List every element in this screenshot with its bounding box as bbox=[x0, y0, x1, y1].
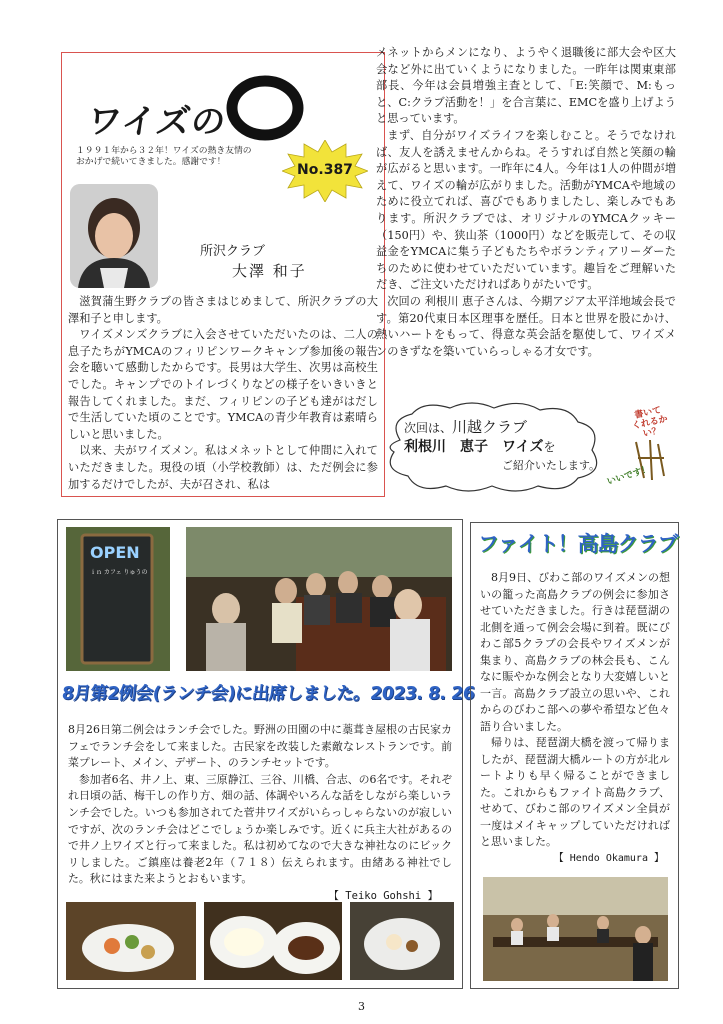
lunch-byline: 【 Teiko Gohshi 】 bbox=[328, 889, 438, 902]
food-photo-main bbox=[204, 902, 342, 980]
food-photo-dessert bbox=[350, 902, 454, 980]
ensou-circle-icon bbox=[222, 72, 308, 144]
tagline-line-1: １９９１年から３２年！ワイズの熱き友情の bbox=[76, 146, 252, 156]
next-person-name: 利根川 恵子 ワイズ bbox=[404, 439, 544, 455]
takashima-headline: ファイト！高島クラブ bbox=[478, 532, 678, 556]
masthead-tagline bbox=[76, 146, 286, 168]
page-number: 3 bbox=[358, 1000, 365, 1013]
article-left-paragraph: 以来、夫がワイズメン。私はメネットとして仲間に入れていただきました。現役の頃（小学校教師）は、ただ例会に参加するだけでしたが、夫が召され、私は bbox=[68, 444, 378, 491]
lunch-group-photo bbox=[186, 527, 452, 671]
takashima-article-body bbox=[480, 570, 670, 867]
lunch-paragraph: 8月26日第二例会はランチ会でした。野洲の田園の中に藁葺き屋根の古民家カフェでランチ会をして来ました。古民家を改装した素敵なレストランです。前菜プレート、メイン、デザート、のランチセットです。 bbox=[68, 723, 452, 770]
article-right-paragraph: メネットからメンになり、ようやく退職後に部大会や区大会など外に出ていくようになりました。一昨年は関東東部部長、今年は会員増強主査として、「E:笑顔で、M:もっと、C:クラブ活動を！」を合言葉に、EMCを盛り上げようと思っています。 bbox=[376, 46, 676, 126]
next-issue-bubble bbox=[380, 400, 680, 500]
next-suffix: を bbox=[543, 440, 556, 454]
takashima-byline: 【 Hendo Okamura 】 bbox=[553, 852, 664, 864]
article-left-paragraph: ワイズメンズクラブに入会させていただいたのは、二人の息子たちがYMCAのフィリピンワークキャンプ参加後の報告会を聴いて感動したからです。長男は大学生、次男は高校生でした。キャンプでのトイレづくりなどの様子をいきいきと報告してくれました。まだ、フィリピンの子ども達がはだしで生活していた頃のことです。YMCAの青少年教育は素晴らしいと思いました。 bbox=[68, 328, 378, 441]
next-line-3: ご紹介いたします。 bbox=[501, 459, 600, 472]
article-right-body bbox=[376, 45, 676, 360]
cafe-sign-text: OPEN bbox=[90, 543, 140, 562]
tagline-line-2: おかげで続いてきました。感謝です！ bbox=[76, 157, 226, 167]
next-prefix: 次回は、 bbox=[404, 421, 453, 435]
profile-name: 大澤 和子 bbox=[232, 262, 307, 280]
lunch-paragraph: 参加者6名、井ノ上、東、三原静江、三谷、川橋、合志、の6名です。それぞれ日頃の話、梅干しの作り方、畑の話、体調やいろんな話をしながら楽しいランチ会でした。いつも参加されてた菅井ワイズがいらっしゃらないのが寂しいですが、次のランチ会はどこでしょうか楽しみです。近くに兵主大社があるので井ノ上ワイズと行って来ました。私は初めてなので大きな神社なのにビックリしました。ご鎮座は養老2年（７１８）伝えられます。由緒ある神社でした。秋にはまた来ようとおもいます。 bbox=[68, 772, 452, 886]
takashima-paragraph: 8月9日、びわこ部のワイズメンの想いの籠った高島クラブの例会に参加させていただきました。行きは琵琶湖の北側を通って例会会場に到着。既にびわこ部5クラブの会長やワイズメンが集まり、高島クラブの林会長も、こんなに賑やかな例会となり大変嬉しいと一言。高島クラブ設立の思いや、これからのびわこ部への夢や希望など色々語り合いました。 bbox=[480, 571, 670, 733]
doodle-bottom: いいです！ bbox=[606, 464, 652, 488]
article-right-paragraph: 次回の 利根川 恵子さんは、今期アジア太平洋地域会長です。第20代東日本区理事を歴任。日本と世界を股にかけ、熱いハートをもって、得意な英会話を駆使して、ワイズメンのきずなを築いていらっしゃる才女です。 bbox=[376, 294, 676, 358]
masthead-logo bbox=[84, 72, 308, 152]
cafe-sign-sub: ｉｎ カフェ りゅうの bbox=[90, 569, 148, 576]
article-left-paragraph: 滋賀蒲生野クラブの皆さまはじめまして、所沢クラブの大澤和子と申します。 bbox=[68, 295, 378, 325]
cafe-sign-photo bbox=[66, 527, 170, 671]
article-right-paragraph: まず、自分がワイズライフを楽しむこと。そうでなければ、友人を誘えませんからね。そうすれば自然と笑顔の輪が広がると思います。一昨年に4人。今年は1人の仲間が増えて、ワイズの輪が広がりました。活動がYMCAや地域のために役立てれば、喜びでもありましたし、楽しみでもあります。所沢クラブでは、オリジナルのYMCAクッキー（150円）や、狭山茶（1000円）などを販売して、その収益金をYMCAに集う子どもたちやボランティアリーダーたちのために使わせていただいています。趣旨をご理解いただき、ご注文いただければありがたいです。 bbox=[376, 128, 676, 292]
next-club: 川越クラブ bbox=[452, 418, 528, 436]
portrait-photo bbox=[70, 184, 158, 288]
takashima-paragraph: 帰りは、琵琶湖大橋を渡って帰りましたが、琵琶湖大橋ルートの方が北ルートよりも早く帰ることができました。これからもファイト高島クラブ、せめて、びわこ部のワイズメン全員が一度はメイキャップしていただければと思いました。 bbox=[480, 736, 670, 848]
next-line-2 bbox=[404, 438, 614, 457]
logo-text: ワイズの bbox=[84, 102, 229, 142]
issue-number: No.387 bbox=[297, 162, 353, 178]
food-photo-appetizer bbox=[66, 902, 196, 980]
lunch-headline: 8月第2例会(ランチ会)に出席しました。2023. 8. 26 bbox=[60, 684, 476, 704]
article-left-body bbox=[68, 294, 378, 493]
lunch-article-body bbox=[68, 722, 452, 905]
next-line-1 bbox=[404, 418, 614, 438]
takashima-meeting-photo bbox=[483, 877, 668, 981]
issue-badge bbox=[282, 140, 368, 202]
doodle-top: 書いて くれるかい？ bbox=[631, 405, 669, 440]
profile-club: 所沢クラブ bbox=[200, 244, 266, 259]
